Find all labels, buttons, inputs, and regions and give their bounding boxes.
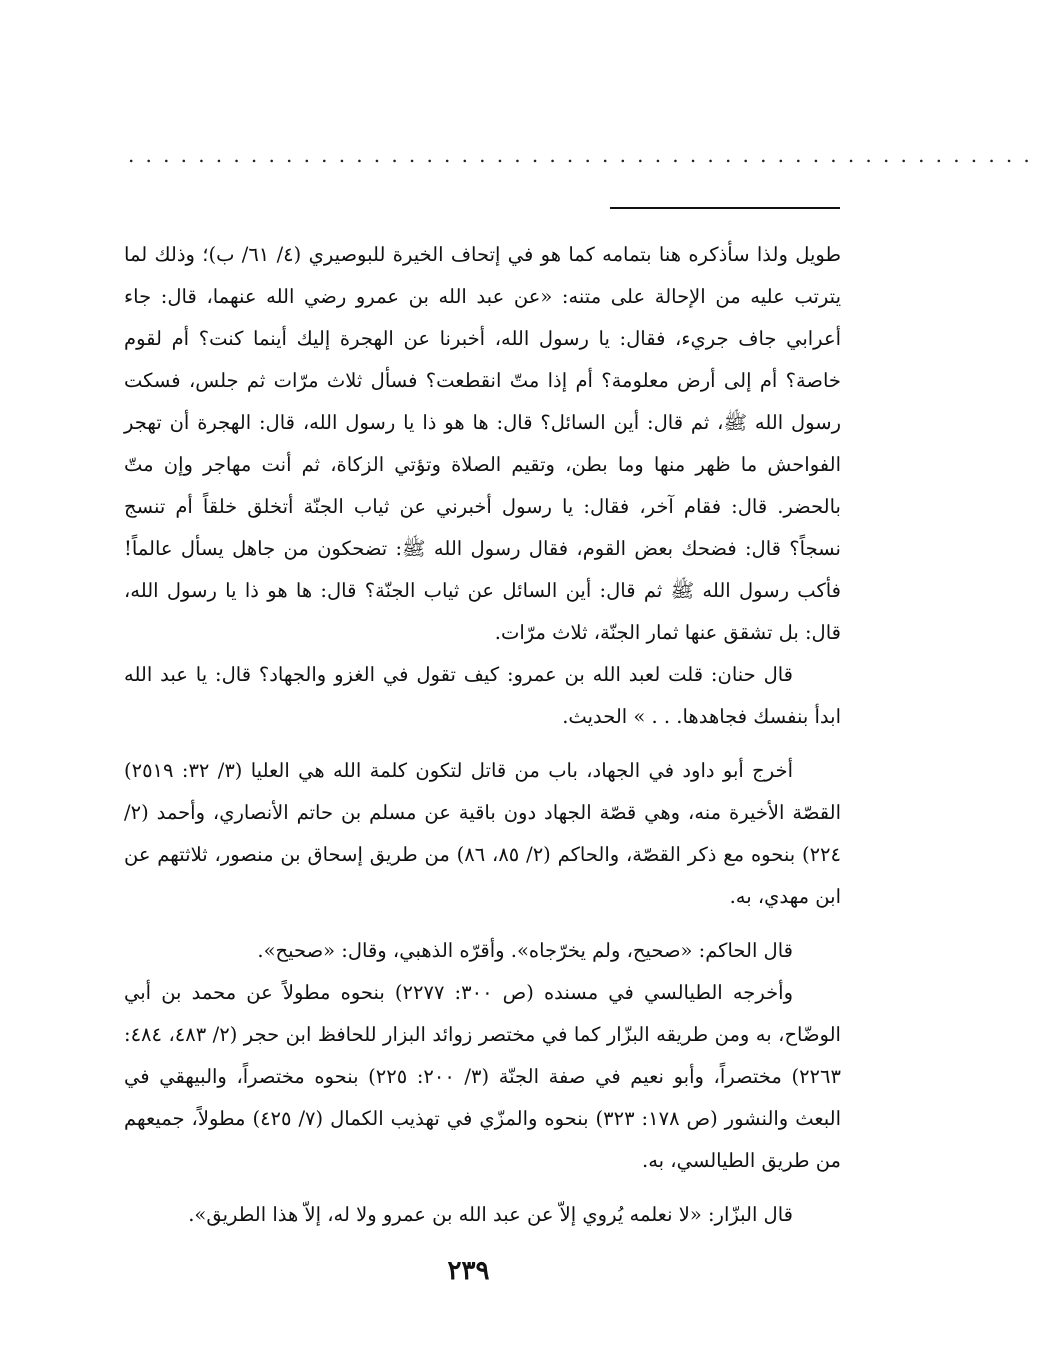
footnote-paragraph-hadith: طويل ولذا سأذكره هنا بتمامه كما هو في إتحاف الخيرة للبوصيري (٤/ ٦١/ ب)؛ وذلك لما يترتب عليه من الإحالة على متنه: «عن عبد الله بن عمرو رضي الله عنهما، قال: جاء أعرابي جاف جريء، فقال: يا رسول الله، أخبرنا عن الهجرة إليك أينما كنت؟ أم لقوم خاصة؟ أم إلى أرض معلومة؟ أم إذا متّ انقطعت؟ فسأل ثلاث مرّات ثم جلس، فسكت رسول الله ﷺ، ثم قال: أين السائل؟ قال: ها هو ذا يا رسول الله، قال: الهجرة أن تهجر الفواحش ما ظهر منها وما بطن، وتقيم الصلاة وتؤتي الزكاة، ثم أنت مهاجر وإن متّ بالحضر. قال: فقام آخر، فقال: يا رسول أخبرني عن ثياب الجنّة أتخلق خلقاً أم تنسج نسجاً؟ قال: فضحك بعض القوم، فقال رسول الله ﷺ: تضحكون من جاهل يسأل عالماً! فأكب رسول الله ﷺ ثم قال: أين السائل عن ثياب الجنّة؟ قال: ها هو ذا يا رسول الله، قال: بل تشقق عنها ثمار الجنّة، ثلاث مرّات. bbox=[124, 243, 841, 644]
dotted-separator: .................................................... bbox=[128, 143, 1041, 167]
footnote-paragraph-tayalisi: وأخرجه الطيالسي في مسنده (ص ٣٠٠: ٢٢٧٧) بنحوه مطولاً عن محمد بن أبي الوضّاح، به ومن طريقه البزّار كما في مختصر زوائد البزار للحافظ ابن حجر (٢/ ٤٨٣، ٤٨٤: ٢٢٦٣) مختصراً، وأبو نعيم في صفة الجنّة (٣/ ٢٠٠: ٢٢٥) بنحوه مختصراً، والبيهقي في البعث والنشور (ص ١٧٨: ٣٢٣) بنحوه والمزّي في تهذيب الكمال (٧/ ٤٢٥) مطولاً، جميعهم من طريق الطيالسي، به. bbox=[124, 981, 841, 1172]
footnote-paragraph-bazzar: قال البزّار: «لا نعلمه يُروي إلاّ عن عبد الله بن عمرو ولا له، إلاّ هذا الطريق». bbox=[188, 1203, 793, 1226]
footnote-paragraph-hanan: قال حنان: قلت لعبد الله بن عمرو: كيف تقول في الغزو والجهاد؟ قال: يا عبد الله ابدأ بنفسك فجاهدها. . . » الحديث. bbox=[124, 663, 841, 728]
footnote-rule bbox=[610, 207, 840, 209]
footnote-paragraph-takhrij: أخرج أبو داود في الجهاد، باب من قاتل لتكون كلمة الله هي العليا (٣/ ٣٢: ٢٥١٩) القصّة الأخيرة منه، وهي قصّة الجهاد دون باقية عن مسلم بن حاتم الأنصاري، وأحمد (٢/ ٢٢٤) بنحوه مع ذكر القصّة، والحاكم (٢/ ٨٥، ٨٦) من طريق إسحاق بن منصور، ثلاثتهم عن ابن مهدي، به. bbox=[124, 759, 841, 908]
page-number: ٢٣٩ bbox=[447, 1256, 490, 1286]
footnote-text bbox=[124, 234, 841, 1236]
footnote-paragraph-hakim: قال الحاكم: «صحيح، ولم يخرّجاه». وأقرّه الذهبي، وقال: «صحيح». bbox=[257, 939, 793, 962]
